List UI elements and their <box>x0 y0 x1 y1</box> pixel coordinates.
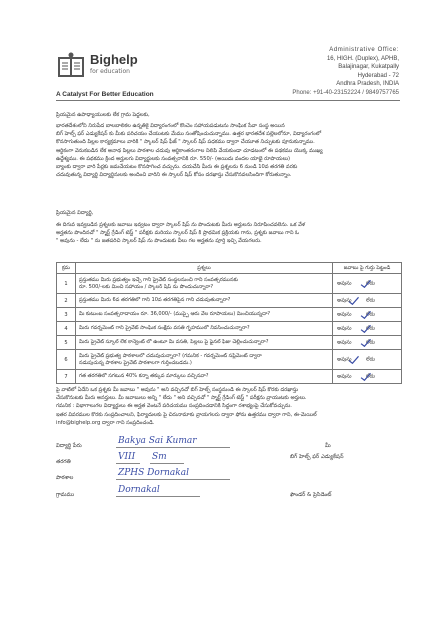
tagline: A Catalyst For Better Education <box>56 91 154 98</box>
class-medium-field[interactable]: Sm <box>150 451 184 464</box>
text-line: గమనిక : విభాగాలుగల విద్యార్థులు ఈ అర్హత వెంటనే పరిచయము సంప్రదించడానికి సిద్ధంగా రశాభ్యంపై చేసుకోవచ్చును. <box>56 403 292 410</box>
office-phone: Phone: +91-40-23152224 / 9849757765 <box>292 89 399 96</box>
question-cell <box>76 336 333 350</box>
class-label: తరగతి <box>56 459 71 465</box>
office-address <box>292 46 399 98</box>
answer-cell[interactable] <box>333 336 402 350</box>
salutation <box>56 111 402 119</box>
answer-cell[interactable] <box>333 274 402 294</box>
text-line: ఆర్థికంగా వెనుకబడిన లేక అనాథ పిల్లలు పాఠశాల చదువు ఆర్థికాంతరంగాల నిలిపి వేయకుండా చూడటంలో ఈ పథకము యొక్క ముఖ్య <box>56 147 323 154</box>
office-line: Balajinagar, Kukatpally <box>338 64 399 71</box>
checkmark-icon <box>360 338 373 348</box>
village-field[interactable]: Dornakal <box>116 484 200 497</box>
brand-name: Bighelp <box>90 52 138 67</box>
question-cell <box>76 322 333 336</box>
bighelp-logo <box>56 50 160 84</box>
table-row <box>57 350 402 370</box>
text-line: బ్యాంకు ద్వారా వారి పేర్లకు జమచేయటం కొనసాగించ వచ్చును. దయచేసి మీరు ఈ ప్రశ్నలను 6 నుండి 10వ తరగతి వరకు <box>56 163 298 170</box>
table-row <box>57 274 402 294</box>
table-row <box>57 336 402 350</box>
checkmark-icon <box>360 279 373 289</box>
school-label: పాఠశాల <box>56 475 74 481</box>
header-divider <box>56 100 400 101</box>
no-option[interactable]: లేదు <box>366 373 375 379</box>
brand-sub: for education <box>90 68 130 75</box>
no-option[interactable]: లేదు <box>366 280 375 286</box>
answer-cell[interactable] <box>333 322 402 336</box>
text-line: info@bighelp.org ద్వారా గాని సంప్రదించండి. <box>56 419 155 426</box>
book-icon <box>56 51 86 81</box>
text-line: బిగ్ హెల్ప్ ఫర్ ఎడ్యుకేషన్ కు మీకు పరిచయం చేయుటకు మేము సంతోషించుచున్నాము. ఉత్తర భారతదేశ పల్లెలలోనూ, విద్యారంగంలో <box>56 131 322 138</box>
student-salutation-line: ప్రియమైన విద్యార్థి, <box>56 210 94 216</box>
no-option[interactable]: లేదు <box>366 325 375 331</box>
table-row <box>57 322 402 336</box>
village-label: గ్రామము <box>56 492 75 498</box>
text-line: ఈ దిగువ ఇవ్వబడిన ప్రశ్నలకు జవాబు ఇవ్వటం ద్వారా స్కాలర్ షిప్ ను పొందుటకు మీరు అర్హులను నిరూపించవలెను. ఒక వేళ <box>56 222 306 228</box>
school-field[interactable]: ZPHS Dornakal <box>116 467 230 480</box>
student-name-label: విద్యార్థి పేరు <box>56 443 82 449</box>
table-row <box>57 308 402 322</box>
salutation-line: ప్రియమైన ఉపాధ్యాయులకు లేక గ్రామ పెద్దలకు, <box>56 112 150 118</box>
text-line: పై వాటిలో ఏదేని ఒక ప్రశ్నకు మీ జవాబు " అవును " అని వచ్చినచో బిగ్ హెల్ప్ సంస్థనుండి ఈ స్కాలర్ షిప్ కొరకు దరఖాస్తు <box>56 387 299 393</box>
office-heading: Administrative Office: <box>329 47 399 53</box>
text-line: " అవును - లేదు " ను జతపరిచి స్కాలర్ షిప్ ను పొందుటకు వీలు గల అర్హతను పూర్తి ఇచ్చి వేయగలరు. <box>56 238 262 245</box>
question-text: నడుపుచున్న పాఠశాల ప్రైవేట్ పాఠశాలగా గుర్తించబడదు.) <box>79 359 192 366</box>
column-header: క్రమ <box>57 263 76 274</box>
column-header: ప్రశ్నలు <box>76 263 333 274</box>
question-text: గత తరగతిలో సగటున 40% కన్నా తక్కువ మార్కులు వచ్చినవా? <box>79 373 209 379</box>
answer-cell[interactable] <box>333 308 402 322</box>
question-cell <box>76 370 333 384</box>
table-header-row <box>57 263 402 274</box>
text-line: చదువుతున్న విద్యార్థి విద్యార్థినులకు అందించి వారిని ఈ స్కాలర్ షిప్ కోసం దరఖాస్తు చేసుకొనవలసిందిగా కోరుతున్నాం. <box>56 172 292 179</box>
signoff-org: బిగ్ హెల్ప్ ఫర్ ఎడ్యుకేషన్ <box>290 454 344 460</box>
question-text: మీరు గవర్నమెంట్ గాని ప్రైవేట్ సాంఘిక సంక్షేమ వసతి గృహములో నివసించుచున్నారా? <box>79 325 250 331</box>
text-line: ఉద్దేశ్యము. ఈ పథకము క్రింద అర్హులగు విద్యార్థులకు సంవత్సరానికి రూ. 550/- (అయిదు వందల యాభై రూపాయలు) <box>56 155 291 162</box>
question-text: ప్రస్తుతము మీరు 6వ తరగతిలో గాని 10వ తరగతిపైన గాని చదువుతున్నారా? <box>79 297 231 303</box>
question-cell <box>76 308 333 322</box>
signoff-title: ఫౌండర్ & ప్రెసిడెంట్ <box>290 492 332 498</box>
row-number: 7 <box>57 370 76 384</box>
no-option[interactable]: లేదు <box>366 311 375 317</box>
text-line: భారతదేశంలోని నిరుపేద బాలబాలికల ఉన్నతికై విద్యారంగంలో కొంచెం సహాయపడుటను సాంఘిక సేవా సంస్థ అయిన <box>56 123 285 129</box>
signoff-label: మీ <box>325 443 331 449</box>
paragraph-intro <box>56 122 402 179</box>
row-number: 2 <box>57 294 76 308</box>
row-number: 6 <box>57 350 76 370</box>
text-line: ఇతర వివరముల కొరకు సంప్రదించాలని, ఫిర్యాదులకు పై చిరునామాకు వ్రాయగలరు ద్వారా ఫోను ఉత్తరము ద్వారా గాని, ఈ-మెయిల్ <box>56 411 317 418</box>
office-line: Hyderabad - 72 <box>357 72 399 79</box>
question-text: మీ కుటుంబ సంవత్సరాదాయం రూ. 36,000/- (ముప్పై ఆరు వేల రూపాయలు) మించియున్నదా? <box>79 311 271 317</box>
question-text: రూ. 500/-లకు మించి సహాయం / స్కాలర్ షిప్ ను పొందుచున్నారా? <box>79 283 214 290</box>
checkmark-icon <box>348 355 361 365</box>
paragraph-closing <box>56 386 402 427</box>
office-line: Andhra Pradesh, INDIA <box>336 81 399 88</box>
yes-option[interactable]: అవును <box>337 311 352 317</box>
student-name-field[interactable]: Bakya Sai Kumar <box>116 435 230 448</box>
yes-option[interactable]: అవును <box>337 373 352 379</box>
class-field[interactable]: VIII <box>116 451 140 464</box>
text-line: అర్హతను పొందినచో " స్మార్ట్ గ్రేడింగ్ టెస్ట్ " పరీక్షకు మరియు స్కాలర్ షిప్ కి ప్రాథమిక ప్రక్రియకు గాను, ప్రశ్నకు జవాబు గాని ఓ <box>56 230 299 237</box>
question-cell <box>76 274 333 294</box>
checkmark-icon <box>348 296 361 306</box>
question-cell <box>76 350 333 370</box>
yes-option[interactable]: అవును <box>337 280 352 286</box>
yes-option[interactable]: అవును <box>337 325 352 331</box>
office-line: 16, HIGH. (Duplex), APHB, <box>326 55 399 62</box>
yes-option[interactable]: అవును <box>337 297 352 303</box>
checkmark-icon <box>360 372 373 382</box>
student-salutation <box>56 209 402 217</box>
question-cell <box>76 294 333 308</box>
paragraph-instructions <box>56 221 402 246</box>
checkmark-icon <box>360 310 373 320</box>
row-number: 4 <box>57 322 76 336</box>
table-row <box>57 370 402 384</box>
yes-option[interactable]: అవును <box>337 339 352 345</box>
no-option[interactable]: లేదు <box>366 297 375 303</box>
yes-option[interactable]: అవును <box>337 356 352 362</box>
no-option[interactable]: లేదు <box>366 339 375 345</box>
questions-table <box>56 262 402 384</box>
column-header: జవాబు పై గుర్తు పెట్టండి <box>333 263 402 274</box>
no-option[interactable]: లేదు <box>366 356 375 362</box>
row-number: 1 <box>57 274 76 294</box>
table-row <box>57 294 402 308</box>
row-number: 3 <box>57 308 76 322</box>
question-text: మీరు ప్రైవేట్ ప్రభుత్వ పాఠశాలలో చదువుచున్నారా? (గమనిక - గవర్నమెంట్ సప్లిమెంట్ ద్వారా <box>79 352 262 359</box>
answer-cell[interactable] <box>333 350 402 370</box>
row-number: 5 <box>57 336 76 350</box>
text-line: కొనసాగుతుంది పిల్లల కార్యక్రమాలు వారికి " స్కాలర్ షిప్ ఫీజ్ " స్కాలర్ షిప్ పధకము ద్వారా చేయూత నిచ్చుటకు పూనుకున్నాము. <box>56 139 315 146</box>
question-text: మీరు ప్రైవేట్ స్కూల్ లేక కాన్వెంట్ లో ఉంటూ మీ వసతి, పిల్లలు పై ఫైనల్ ఫీజు చెల్లించుచున్నారా? <box>79 339 269 345</box>
text-line: చేసుకొనుటకు మీరు అనర్హులు. మీ జవాబులు అన్ని " లేదు " అని వచ్చినచో " స్మార్ట్ గ్రేడింగ్ టెస్ట్ " పరీక్షను వ్రాయుటకు అర్హులు. <box>56 395 307 402</box>
answer-cell[interactable] <box>333 294 402 308</box>
checkmark-icon <box>360 324 373 334</box>
question-text: ప్రస్తుతము మీరు ప్రభుత్వం ఇచ్చే గాని ప్రైవేట్ సంస్థలనుంచి గాని సంవత్సరమునకు <box>79 276 239 283</box>
answer-cell[interactable] <box>333 370 402 384</box>
